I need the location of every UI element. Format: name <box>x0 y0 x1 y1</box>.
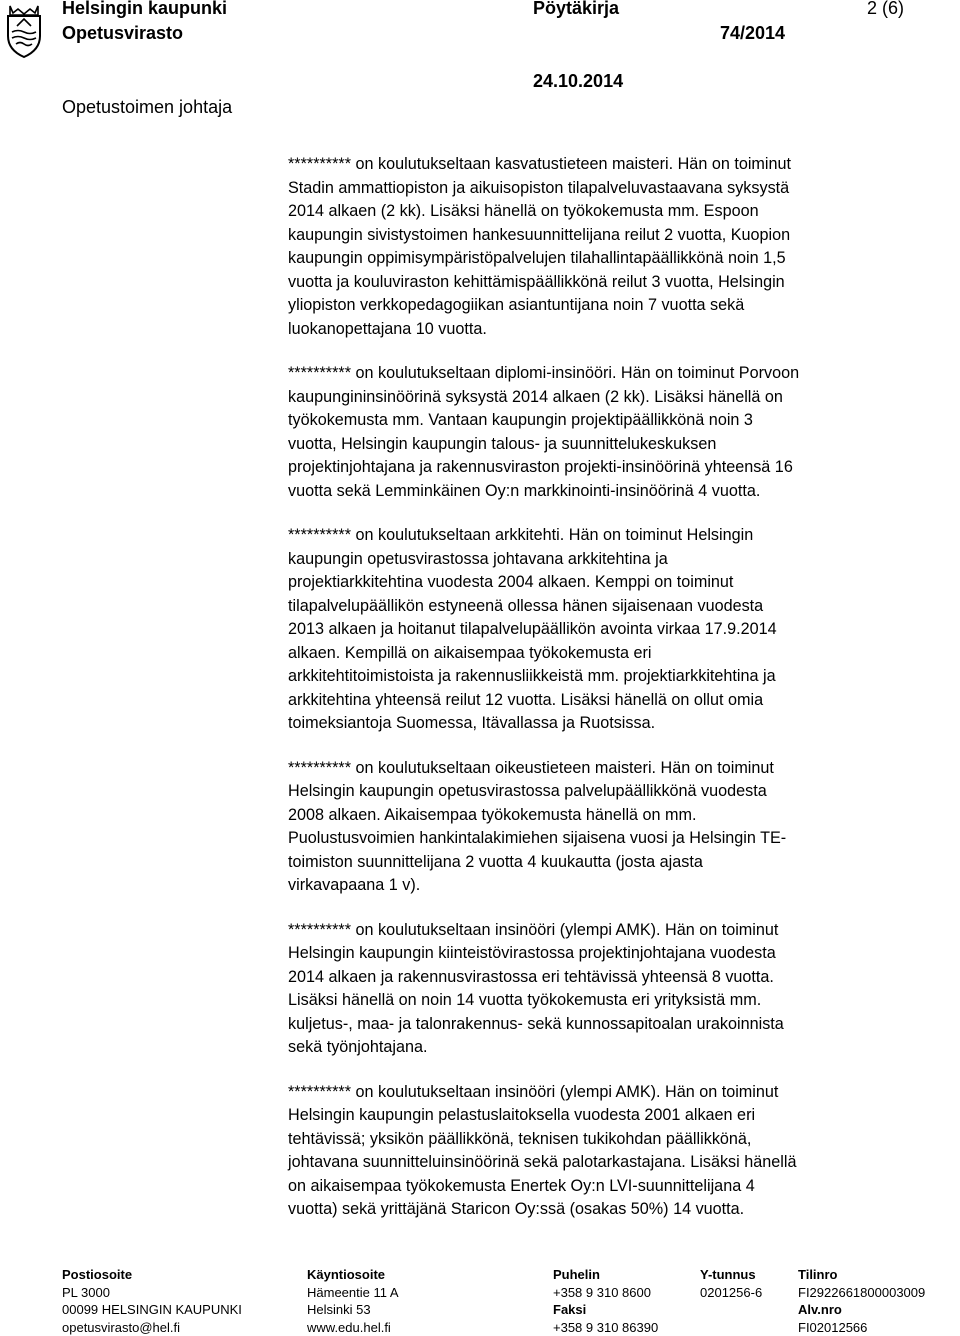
text-line: kuljetus-, maa- ja talonrakennus- sekä kunnossapitoalan urakoinnista <box>288 1013 948 1037</box>
footer-account-heading: Tilinro <box>798 1266 925 1284</box>
footer-fax-heading: Faksi <box>553 1301 658 1319</box>
text-line: projektinjohtajana ja rakennusviraston projekti-insinöörinä yhteensä 16 <box>288 456 948 480</box>
text-line: Stadin ammattiopiston ja aikuisopiston tilapalveluvastaavana syksystä <box>288 177 948 201</box>
text-line: on aikaisempaa työkokemusta Enertek Oy:n LVI-suunnittelijana 4 <box>288 1175 948 1199</box>
text-line: ********** on koulutukseltaan insinööri (ylempi AMK). Hän on toiminut <box>288 1081 948 1105</box>
text-line: ********** on koulutukseltaan kasvatustieteen maisteri. Hän on toiminut <box>288 153 948 177</box>
text-line: kaupungin opetusvirastossa johtavana arkkitehtina ja <box>288 548 948 572</box>
document-number: 74/2014 <box>720 22 785 44</box>
footer-phone-heading: Puhelin <box>553 1266 658 1284</box>
text-line: sekä työnjohtajana. <box>288 1036 948 1060</box>
text-line: tilapalvelupäällikön estyneenä ollessa hänen sijaisenaan vuodesta <box>288 595 948 619</box>
footer-vat-heading: Alv.nro <box>798 1301 925 1319</box>
footer-ytunnus-heading: Y-tunnus <box>700 1266 762 1284</box>
text-line: vuotta, Helsingin kaupungin talous- ja suunnittelukeskuksen <box>288 433 948 457</box>
text-line: ********** on koulutukseltaan insinööri (ylempi AMK). Hän on toiminut <box>288 919 948 943</box>
footer-postal-line: PL 3000 <box>62 1284 242 1302</box>
paragraph-candidate-1 <box>288 153 948 341</box>
text-line: toimeksiantoja Suomessa, Itävallassa ja Ruotsissa. <box>288 712 948 736</box>
text-line: alkaen. Kempillä on aikaisempaa työkokemusta eri <box>288 642 948 666</box>
footer-postal-line: 00099 HELSINGIN KAUPUNKI <box>62 1301 242 1319</box>
text-line: työkokemusta mm. Vantaan kaupungin projektipäällikkönä noin 3 <box>288 409 948 433</box>
department-name: Opetusvirasto <box>62 22 183 44</box>
text-line: kaupungin oppimisympäristöpalvelujen tilahallintapäällikkönä noin 1,5 <box>288 247 948 271</box>
text-line: arkkitehtitoimistoista ja rakennusliikkeistä mm. projektiarkkitehtina ja <box>288 665 948 689</box>
document-type: Pöytäkirja <box>533 0 619 19</box>
meeting-date: 24.10.2014 <box>533 70 623 92</box>
text-line: kaupungin sivistystoimen hankesuunnittelijana reilut 2 vuotta, Kuopion <box>288 224 948 248</box>
paragraph-candidate-5 <box>288 919 948 1060</box>
paragraph-candidate-2 <box>288 362 948 503</box>
text-line: luokanopettajana 10 vuotta. <box>288 318 948 342</box>
footer-visit-line: Helsinki 53 <box>307 1301 399 1319</box>
footer-business-id <box>700 1266 762 1301</box>
text-line: Puolustusvoimien hankintalakimiehen sijaisena vuosi ja Helsingin TE- <box>288 827 948 851</box>
text-line: ********** on koulutukseltaan diplomi-insinööri. Hän on toiminut Porvoon <box>288 362 948 386</box>
footer-email: opetusvirasto@hel.fi <box>62 1319 242 1336</box>
helsinki-crest-logo <box>2 2 46 60</box>
text-line: vuotta) sekä yrittäjänä Staricon Oy:ssä (osakas 50%) 14 vuotta. <box>288 1198 948 1222</box>
footer-fax-number: +358 9 310 86390 <box>553 1319 658 1336</box>
footer-visiting-address <box>307 1266 399 1336</box>
text-line: Lisäksi hänellä on noin 14 vuotta työkokemusta eri yrityksistä mm. <box>288 989 948 1013</box>
text-line: 2008 alkaen. Aikaisempaa työkokemusta hänellä on mm. <box>288 804 948 828</box>
text-line: 2014 alkaen ja rakennusvirastossa eri tehtävissä yhteensä 8 vuotta. <box>288 966 948 990</box>
text-line: ********** on koulutukseltaan arkkitehti. Hän on toiminut Helsingin <box>288 524 948 548</box>
text-line: Helsingin kaupungin opetusvirastossa palvelupäällikkönä vuodesta <box>288 780 948 804</box>
text-line: arkkitehtina yhteensä reilut 12 vuotta. Lisäksi hänellä on ollut omia <box>288 689 948 713</box>
paragraph-candidate-3 <box>288 524 948 736</box>
text-line: johtavana suunnitteluinsinöörinä sekä palotarkastajana. Lisäksi hänellä <box>288 1151 948 1175</box>
document-body <box>288 153 948 1243</box>
footer-account-value: FI2922661800003009 <box>798 1284 925 1302</box>
footer-phone-number: +358 9 310 8600 <box>553 1284 658 1302</box>
text-line: toimiston suunnittelijana 2 vuotta 4 kuukautta (josta ajasta <box>288 851 948 875</box>
text-line: 2014 alkaen (2 kk). Lisäksi hänellä on työkokemusta mm. Espoon <box>288 200 948 224</box>
text-line: vuotta ja kouluviraston kehittämispäällikkönä reilut 3 vuotta, Helsingin <box>288 271 948 295</box>
paragraph-candidate-6 <box>288 1081 948 1222</box>
paragraph-candidate-4 <box>288 757 948 898</box>
text-line: 2013 alkaen ja hoitanut tilapalvelupäällikön avointa virkaa 17.9.2014 <box>288 618 948 642</box>
text-line: Helsingin kaupungin pelastuslaitoksella vuodesta 2001 alkaen eri <box>288 1104 948 1128</box>
footer-bank-account <box>798 1266 925 1336</box>
footer-visit-heading: Käyntiosoite <box>307 1266 399 1284</box>
text-line: virkavapaana 1 v). <box>288 874 948 898</box>
text-line: vuotta sekä Lemminkäinen Oy:n markkinointi-insinöörinä 4 vuotta. <box>288 480 948 504</box>
footer-phone <box>553 1266 658 1336</box>
text-line: projektiarkkitehtina vuodesta 2004 alkaen. Kemppi on toiminut <box>288 571 948 595</box>
footer-postal-address <box>62 1266 242 1336</box>
footer-website: www.edu.hel.fi <box>307 1319 399 1336</box>
text-line: kaupungininsinöörinä syksystä 2014 alkaen (2 kk). Lisäksi hänellä on <box>288 386 948 410</box>
footer-visit-line: Hämeentie 11 A <box>307 1284 399 1302</box>
footer-vat-value: FI02012566 <box>798 1319 925 1336</box>
footer-ytunnus-value: 0201256-6 <box>700 1284 762 1302</box>
text-line: Helsingin kaupungin kiinteistövirastossa projektinjohtajana vuodesta <box>288 942 948 966</box>
text-line: tehtävissä; yksikön päällikkönä, teknisen tukikohdan päällikkönä, <box>288 1128 948 1152</box>
decision-maker: Opetustoimen johtaja <box>62 96 232 118</box>
text-line: yliopiston verkkopedagogiikan asiantuntijana noin 7 vuotta sekä <box>288 294 948 318</box>
page-number: 2 (6) <box>867 0 904 19</box>
text-line: ********** on koulutukseltaan oikeustieteen maisteri. Hän on toiminut <box>288 757 948 781</box>
footer-postal-heading: Postiosoite <box>62 1266 242 1284</box>
org-name: Helsingin kaupunki <box>62 0 227 19</box>
